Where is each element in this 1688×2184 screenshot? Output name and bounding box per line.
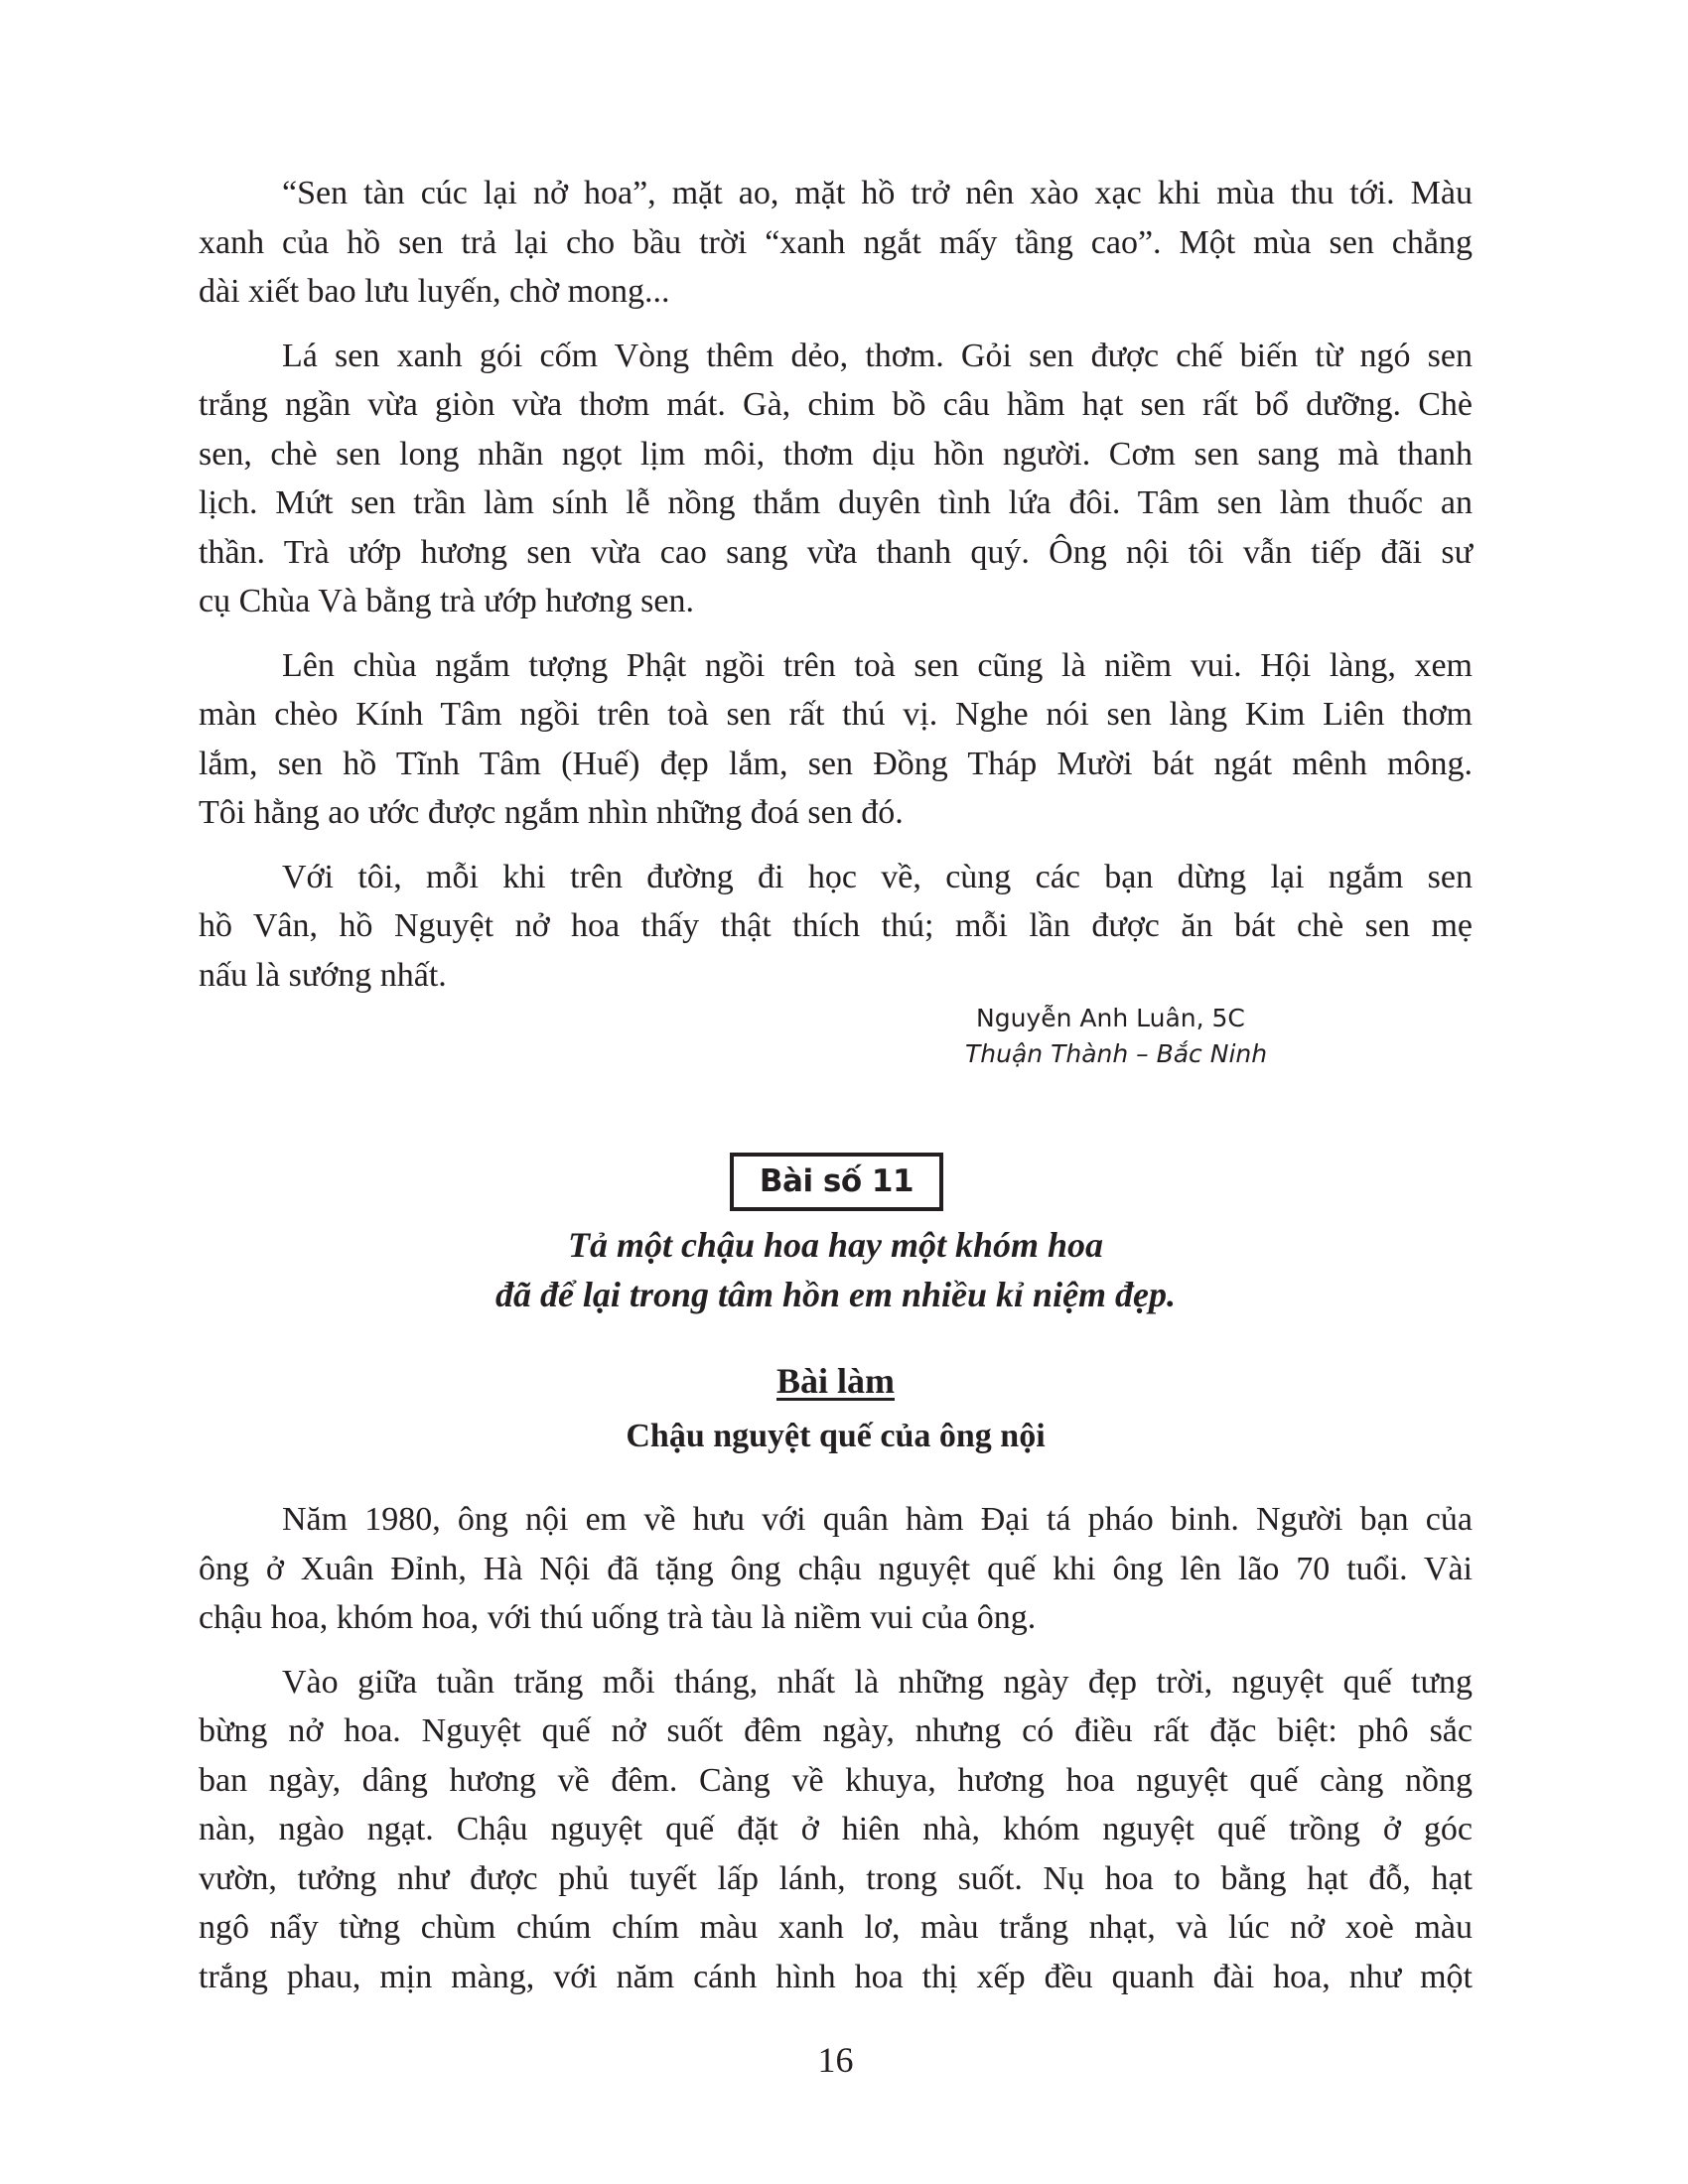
text-line: Lên chùa ngắm tượng Phật ngồi trên toà sen cũng là niềm vui. Hội làng, xem (282, 646, 1473, 684)
author-signature: Nguyễn Anh Luân, 5C (976, 1004, 1245, 1032)
paragraph (199, 169, 1473, 317)
text-line: Vào giữa tuần trăng mỗi tháng, nhất là những ngày đẹp trời, nguyệt quế tưng (282, 1663, 1473, 1701)
text-line: thần. Trà ướp hương sen vừa cao sang vừa thanh quý. Ông nội tôi vẫn tiếp đãi sư (199, 533, 1473, 571)
paragraph (199, 1495, 1473, 1643)
page-number: 16 (817, 2040, 854, 2080)
text-line: nấu là sướng nhất. (199, 956, 447, 994)
text-line: lắm, sen hồ Tĩnh Tâm (Huế) đẹp lắm, sen Đồng Tháp Mười bát ngát mênh mông. (199, 745, 1473, 782)
essay-11-body (199, 1495, 1473, 2001)
author-location: Thuận Thành – Bắc Ninh (965, 1039, 1268, 1068)
text-line: Tôi hằng ao ước được ngắm nhìn những đoá sen đó. (199, 794, 904, 831)
section-label (199, 1356, 1473, 1406)
text-line: chậu hoa, khóm hoa, với thú uống trà tàu là niềm vui của ông. (199, 1599, 1037, 1636)
text-line: hồ Vân, hồ Nguyệt nở hoa thấy thật thích thú; mỗi lần được ăn bát chè sen mẹ (199, 907, 1473, 944)
text-line: trắng phau, mịn màng, với năm cánh hình hoa thị xếp đều quanh đài hoa, như một (199, 1958, 1473, 1995)
exercise-prompt-line: Tả một chậu hoa hay một khóm hoa (567, 1225, 1104, 1265)
text-line: Năm 1980, ông nội em về hưu với quân hàm Đại tá pháo binh. Người bạn của (282, 1501, 1473, 1538)
paragraph (199, 853, 1473, 1001)
section-label-text: Bài làm (775, 1361, 895, 1401)
essay-10-body (199, 169, 1473, 1000)
text-line: “Sen tàn cúc lại nở hoa”, mặt ao, mặt hồ trở nên xào xạc khi mùa thu tới. Màu (282, 175, 1473, 211)
text-line: dài xiết bao lưu luyến, chờ mong... (199, 273, 670, 310)
exercise-badge: Bài số 11 (730, 1153, 943, 1211)
paragraph (199, 641, 1473, 838)
paragraph (199, 332, 1473, 626)
text-line: trắng ngần vừa giòn vừa thơm mát. Gà, chim bồ câu hầm hạt sen rất bổ dưỡng. Chè (199, 386, 1473, 423)
text-line: Với tôi, mỗi khi trên đường đi học về, cùng các bạn dừng lại ngắm sen (282, 858, 1473, 895)
exercise-prompt-line: đã để lại trong tâm hồn em nhiều kỉ niệm đẹp. (494, 1275, 1177, 1314)
text-line: lịch. Mứt sen trần làm sính lễ nồng thắm duyên tình lứa đôi. Tâm sen làm thuốc an (199, 484, 1473, 521)
paragraph (199, 1658, 1473, 2002)
text-line: ông ở Xuân Đỉnh, Hà Nội đã tặng ông chậu nguyệt quế khi ông lên lão 70 tuổi. Vài (199, 1550, 1473, 1587)
text-line: bừng nở hoa. Nguyệt quế nở suốt đêm ngày, nhưng có điều rất đặc biệt: phô sắc (199, 1712, 1473, 1749)
text-line: ngô nẩy từng chùm chúm chím màu xanh lơ, màu trắng nhạt, và lúc nở xoè màu (199, 1909, 1473, 1946)
text-line: ban ngày, dâng hương về đêm. Càng về khuya, hương hoa nguyệt quế càng nồng (199, 1761, 1473, 1799)
essay-title: Chậu nguyệt quế của ông nội (626, 1418, 1046, 1454)
text-line: sen, chè sen long nhãn ngọt lịm môi, thơm dịu hồn người. Cơm sen sang mà thanh (199, 435, 1473, 473)
text-line: xanh của hồ sen trả lại cho bầu trời “xanh ngắt mấy tầng cao”. Một mùa sen chẳng (199, 223, 1473, 261)
text-line: màn chèo Kính Tâm ngồi trên toà sen rất thú vị. Nghe nói sen làng Kim Liên thơm (199, 696, 1473, 733)
text-line: cụ Chùa Và bằng trà ướp hương sen. (199, 583, 694, 619)
text-line: nàn, ngào ngạt. Chậu nguyệt quế đặt ở hiên nhà, khóm nguyệt quế trồng ở góc (199, 1811, 1473, 1847)
text-line: Lá sen xanh gói cốm Vòng thêm dẻo, thơm. Gỏi sen được chế biến từ ngó sen (282, 337, 1473, 374)
text-line: vườn, tưởng như được phủ tuyết lấp lánh, trong suốt. Nụ hoa to bằng hạt đỗ, hạt (199, 1859, 1473, 1897)
